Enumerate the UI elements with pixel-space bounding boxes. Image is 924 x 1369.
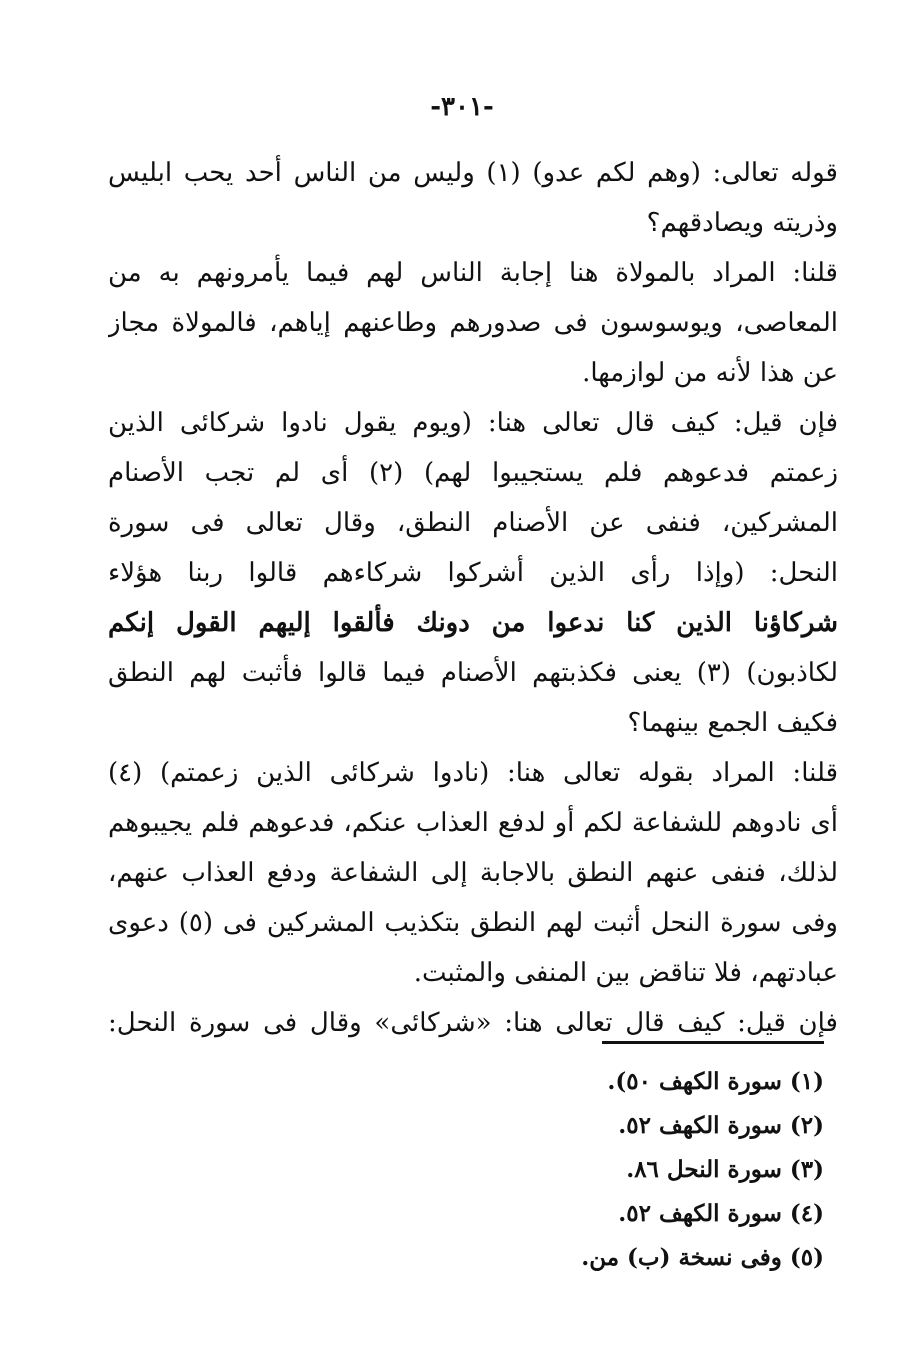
- text-line: قلنا: المراد بالمولاة هنا إجابة الناس لهم فيما يأمرونهم به من: [108, 258, 838, 288]
- text-line: فإن قيل: كيف قال تعالى هنا: «شركائى» وقال فى سورة النحل:: [108, 1008, 838, 1038]
- footnote: (٤) سورة الكهف ٥٢.: [618, 1200, 824, 1227]
- footnote: (٥) وفى نسخة (ب) من.: [581, 1244, 824, 1271]
- body-text: [108, 148, 838, 1048]
- text-line: شركاؤنا الذين كنا ندعوا من دونك فألقوا إليهم القول إنكم: [108, 608, 838, 638]
- text-line: زعمتم فدعوهم فلم يستجيبوا لهم) (٢) أى لم تجب الأصنام: [108, 458, 838, 488]
- text-line: عبادتهم، فلا تناقض بين المنفى والمثبت.: [413, 958, 838, 988]
- text-line: أى نادوهم للشفاعة لكم أو لدفع العذاب عنكم، فدعوهم فلم يجيبوهم: [108, 808, 838, 838]
- text-line: قوله تعالى: (وهم لكم عدو) (١) وليس من الناس أحد يحب ابليس: [108, 158, 838, 188]
- text-line: لذلك، فنفى عنهم النطق بالاجابة إلى الشفاعة ودفع العذاب عنهم،: [108, 858, 838, 888]
- footnote: (٢) سورة الكهف ٥٢.: [618, 1112, 824, 1139]
- footnote: (٣) سورة النحل ٨٦.: [626, 1156, 824, 1183]
- text-line: قلنا: المراد بقوله تعالى هنا: (نادوا شركائى الذين زعمتم) (٤): [108, 758, 838, 788]
- text-line: المشركين، فنفى عن الأصنام النطق، وقال تعالى فى سورة: [108, 508, 838, 538]
- text-line: عن هذا لأنه من لوازمها.: [582, 358, 838, 388]
- footnotes: [424, 1060, 824, 1280]
- text-line: لكاذبون) (٣) يعنى فكذبتهم الأصنام فيما قالوا فأثبت لهم النطق: [108, 658, 838, 688]
- text-line: فإن قيل: كيف قال تعالى هنا: (ويوم يقول نادوا شركائى الذين: [108, 408, 838, 438]
- footnote: (١) سورة الكهف ٥٠).: [607, 1068, 824, 1095]
- page-number: -٣٠١-: [430, 92, 494, 122]
- text-line: وفى سورة النحل أثبت لهم النطق بتكذيب المشركين فى (٥) دعوى: [108, 908, 838, 938]
- text-line: وذريته ويصادقهم؟: [646, 208, 838, 238]
- text-line: فكيف الجمع بينهما؟: [627, 708, 838, 738]
- footnote-separator: [602, 1041, 824, 1044]
- text-line: النحل: (وإذا رأى الذين أشركوا شركاءهم قالوا ربنا هؤلاء: [108, 558, 838, 588]
- text-line: المعاصى، ويوسوسون فى صدورهم وطاعنهم إياهم، فالمولاة مجاز: [108, 308, 838, 338]
